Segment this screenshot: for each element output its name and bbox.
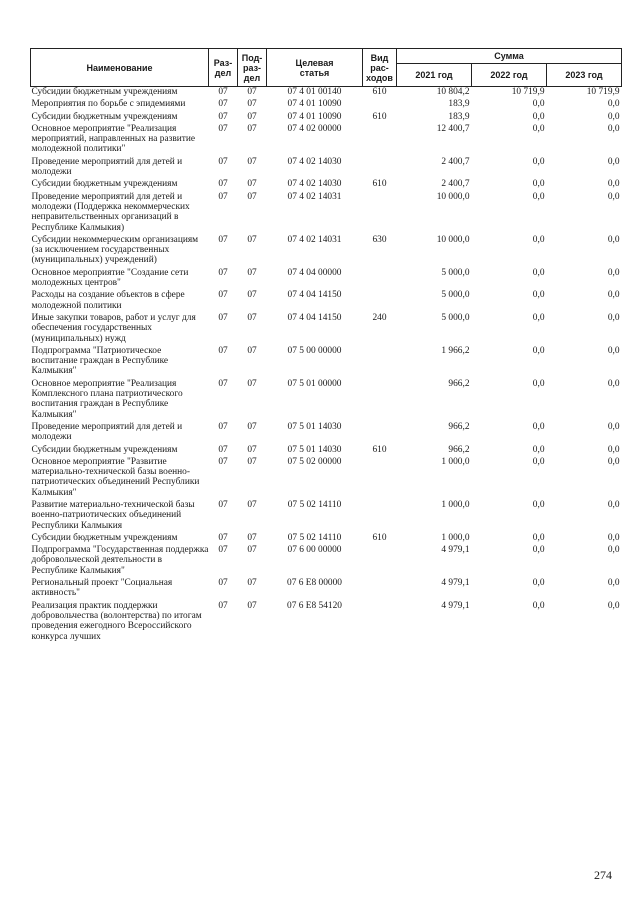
cell-2023: 0,0 [607,578,620,589]
cell-target: 07 4 04 14150 [287,290,342,301]
cell-2023: 0,0 [607,600,620,611]
cell-subsection: 07 [247,191,257,202]
cell-2022: 0,0 [532,156,545,167]
cell-subsection: 07 [247,600,257,611]
cell-target: 07 4 02 00000 [287,123,342,134]
table-row [31,87,622,100]
cell-2021: 12 400,7 [436,123,470,134]
table-header [31,49,622,87]
cell-subsection: 07 [247,99,257,110]
cell-section: 07 [218,421,228,432]
cell-2023: 0,0 [607,156,620,167]
cell-2023: 0,0 [607,532,620,543]
cell-expense-type [363,268,397,291]
cell-target: 07 5 02 14110 [287,532,342,543]
cell-expense-type: 610 [372,111,387,122]
cell-expense-type [363,99,397,111]
cell-2022: 0,0 [532,499,545,510]
cell-expense-type [363,290,397,313]
cell-2022: 0,0 [532,179,545,190]
cell-2021: 10 000,0 [436,234,470,245]
cell-2021: 5 000,0 [441,312,470,323]
cell-2023: 10 719,9 [586,87,620,97]
budget-table [30,48,622,644]
cell-section: 07 [218,87,228,97]
cell-name: Субсидии бюджетным учреждениям [31,532,178,543]
cell-2021: 1 000,0 [441,499,470,510]
cell-subsection: 07 [247,532,257,543]
cell-subsection: 07 [247,578,257,589]
cell-2023: 0,0 [607,290,620,301]
cell-name: Субсидии некоммерческим организациям (за исключением государственных (муниципальных) учреждений) [31,234,199,266]
cell-expense-type [363,601,397,644]
cell-subsection: 07 [247,234,257,245]
cell-section: 07 [218,111,228,122]
cell-expense-type [363,346,397,379]
cell-2023: 0,0 [607,111,620,122]
cell-expense-type [363,379,397,422]
cell-target: 07 4 04 14150 [287,312,342,323]
cell-section: 07 [218,123,228,134]
cell-2023: 0,0 [607,123,620,134]
header-year-2021: 2021 год [397,64,472,87]
cell-2021: 4 979,1 [441,545,470,556]
cell-section: 07 [218,191,228,202]
table-row [31,290,622,313]
table-body [31,87,622,644]
table-row [31,99,622,111]
cell-2021: 183,9 [448,111,470,122]
cell-subsection: 07 [247,444,257,455]
cell-2022: 0,0 [532,600,545,611]
cell-section: 07 [218,600,228,611]
table-row [31,124,622,157]
table-row [31,235,622,268]
cell-name: Проведение мероприятий для детей и молодежи (Поддержка некоммерческих неправительственных организаций в Республике Калмыкия) [31,191,190,233]
cell-target: 07 6 E8 54120 [287,600,342,611]
cell-2022: 0,0 [532,191,545,202]
cell-name: Подпрограмма "Патриотическое воспитание граждан в Республике Калмыкия" [31,345,169,377]
cell-target: 07 4 02 14030 [287,156,342,167]
cell-target: 07 6 E8 00000 [287,578,342,589]
cell-2022: 0,0 [532,378,545,389]
cell-section: 07 [218,290,228,301]
cell-target: 07 5 02 14110 [287,499,342,510]
cell-target: 07 6 00 00000 [287,545,342,556]
table-row [31,313,622,346]
cell-name: Основное мероприятие "Реализация Комплексного плана патриотического воспитания граждан в Республике Калмыкия" [31,378,183,420]
header-target: Целевая статья [267,49,363,87]
header-year-2022: 2022 год [472,64,547,87]
cell-target: 07 4 02 14031 [287,234,342,245]
cell-target: 07 5 01 14030 [287,444,342,455]
cell-target: 07 4 01 10090 [287,111,342,122]
cell-2021: 2 400,7 [441,179,470,190]
cell-2023: 0,0 [607,267,620,278]
cell-section: 07 [218,499,228,510]
cell-subsection: 07 [247,179,257,190]
cell-expense-type: 610 [372,87,387,97]
cell-2023: 0,0 [607,378,620,389]
cell-section: 07 [218,99,228,110]
cell-2023: 0,0 [607,456,620,467]
table-row [31,445,622,457]
cell-2022: 0,0 [532,234,545,245]
table-row [31,192,622,235]
cell-2022: 0,0 [532,444,545,455]
header-year-2023: 2023 год [547,64,622,87]
cell-target: 07 5 01 00000 [287,378,342,389]
cell-name: Подпрограмма "Государственная поддержка добровольческой деятельности в Республике Калмыкия" [31,545,209,576]
cell-target: 07 5 02 00000 [287,456,342,467]
header-expense-type: Вид рас- ходов [363,49,397,87]
cell-2021: 966,2 [448,444,470,455]
cell-section: 07 [218,156,228,167]
cell-expense-type [363,545,397,578]
cell-target: 07 4 02 14030 [287,179,342,190]
cell-subsection: 07 [247,123,257,134]
table-row [31,422,622,445]
cell-2023: 0,0 [607,191,620,202]
cell-subsection: 07 [247,312,257,323]
table-row [31,578,622,601]
cell-2022: 0,0 [532,267,545,278]
cell-2023: 0,0 [607,99,620,110]
cell-section: 07 [218,267,228,278]
cell-expense-type: 240 [372,312,387,323]
cell-expense-type: 610 [372,532,387,543]
cell-expense-type [363,578,397,601]
cell-name: Развитие материально-технической базы военно-патриотических объединений Республики Калмыкия [31,499,195,531]
table-row [31,179,622,191]
cell-subsection: 07 [247,378,257,389]
cell-2023: 0,0 [607,444,620,455]
cell-2022: 0,0 [532,123,545,134]
cell-2021: 10 000,0 [436,191,470,202]
table-row [31,533,622,545]
table-row [31,346,622,379]
cell-2022: 0,0 [532,456,545,467]
cell-2023: 0,0 [607,179,620,190]
cell-name: Реализация практик поддержки добровольчества (волонтерства) по итогам проведения ежегодного Всероссийского конкурса лучших [31,600,202,642]
cell-2021: 1 966,2 [441,345,470,356]
cell-subsection: 07 [247,456,257,467]
cell-2021: 966,2 [448,421,470,432]
cell-2021: 5 000,0 [441,267,470,278]
cell-2022: 0,0 [532,345,545,356]
cell-2021: 4 979,1 [441,600,470,611]
header-name: Наименование [31,49,209,87]
table-row [31,457,622,500]
cell-2022: 0,0 [532,578,545,589]
cell-2022: 0,0 [532,99,545,110]
cell-subsection: 07 [247,290,257,301]
cell-target: 07 4 01 00140 [287,87,342,97]
cell-2021: 183,9 [448,99,470,110]
cell-2023: 0,0 [607,499,620,510]
cell-target: 07 5 00 00000 [287,345,342,356]
cell-2022: 0,0 [532,421,545,432]
cell-2023: 0,0 [607,421,620,432]
cell-name: Проведение мероприятий для детей и молодежи [31,421,183,443]
cell-2021: 5 000,0 [441,290,470,301]
cell-section: 07 [218,545,228,556]
cell-section: 07 [218,444,228,455]
cell-expense-type [363,422,397,445]
table-row [31,268,622,291]
cell-name: Субсидии бюджетным учреждениям [31,87,178,97]
cell-name: Основное мероприятие "Реализация мероприятий, направленных на развитие молодежной политики" [31,123,196,155]
cell-name: Субсидии бюджетным учреждениям [31,444,178,455]
header-section: Раз- дел [209,49,238,87]
cell-expense-type: 630 [372,234,387,245]
cell-expense-type [363,124,397,157]
cell-2022: 0,0 [532,312,545,323]
header-sum: Сумма [397,49,622,64]
table-row [31,500,622,533]
cell-2022: 0,0 [532,545,545,556]
cell-name: Субсидии бюджетным учреждениям [31,179,178,190]
cell-name: Субсидии бюджетным учреждениям [31,111,178,122]
header-subsection: Под- раз- дел [238,49,267,87]
cell-2022: 0,0 [532,290,545,301]
table-row [31,112,622,124]
table-row [31,601,622,644]
cell-subsection: 07 [247,345,257,356]
table-row [31,379,622,422]
cell-subsection: 07 [247,421,257,432]
cell-2022: 10 719,9 [511,87,545,97]
cell-section: 07 [218,456,228,467]
cell-2023: 0,0 [607,545,620,556]
cell-2021: 2 400,7 [441,156,470,167]
cell-2022: 0,0 [532,111,545,122]
cell-expense-type [363,192,397,235]
cell-name: Расходы на создание объектов в сфере молодежной политики [31,290,185,311]
cell-expense-type [363,157,397,180]
cell-section: 07 [218,345,228,356]
cell-subsection: 07 [247,499,257,510]
cell-2023: 0,0 [607,312,620,323]
cell-expense-type: 610 [372,444,387,455]
table-row [31,157,622,180]
cell-expense-type [363,457,397,500]
cell-2021: 1 000,0 [441,456,470,467]
cell-2021: 10 804,2 [436,87,470,97]
cell-section: 07 [218,179,228,190]
cell-name: Основное мероприятие "Создание сети молодежных центров" [31,267,189,289]
cell-target: 07 4 02 14031 [287,191,342,202]
page-number: 274 [594,868,612,882]
cell-section: 07 [218,378,228,389]
cell-2021: 1 000,0 [441,532,470,543]
cell-section: 07 [218,234,228,245]
cell-name: Проведение мероприятий для детей и молодежи [31,156,183,178]
cell-target: 07 4 01 10090 [287,99,342,110]
cell-subsection: 07 [247,111,257,122]
cell-name: Основное мероприятие "Развитие материально-технической базы военно-патриотических объединений Республики Калмыкия" [31,456,200,498]
cell-subsection: 07 [247,87,257,97]
cell-subsection: 07 [247,545,257,556]
cell-expense-type: 610 [372,179,387,190]
cell-target: 07 4 04 00000 [287,267,342,278]
cell-section: 07 [218,578,228,589]
cell-target: 07 5 01 14030 [287,421,342,432]
cell-2021: 966,2 [448,378,470,389]
table-row [31,545,622,578]
cell-2023: 0,0 [607,345,620,356]
cell-2023: 0,0 [607,234,620,245]
cell-2021: 4 979,1 [441,578,470,589]
cell-subsection: 07 [247,267,257,278]
cell-section: 07 [218,532,228,543]
cell-2022: 0,0 [532,532,545,543]
cell-name: Мероприятия по борьбе с эпидемиями [31,99,186,110]
cell-name: Иные закупки товаров, работ и услуг для обеспечения государственных (муниципальных) нужд [31,312,196,344]
cell-expense-type [363,500,397,533]
cell-name: Региональный проект "Социальная активность" [31,578,173,599]
cell-subsection: 07 [247,156,257,167]
cell-section: 07 [218,312,228,323]
